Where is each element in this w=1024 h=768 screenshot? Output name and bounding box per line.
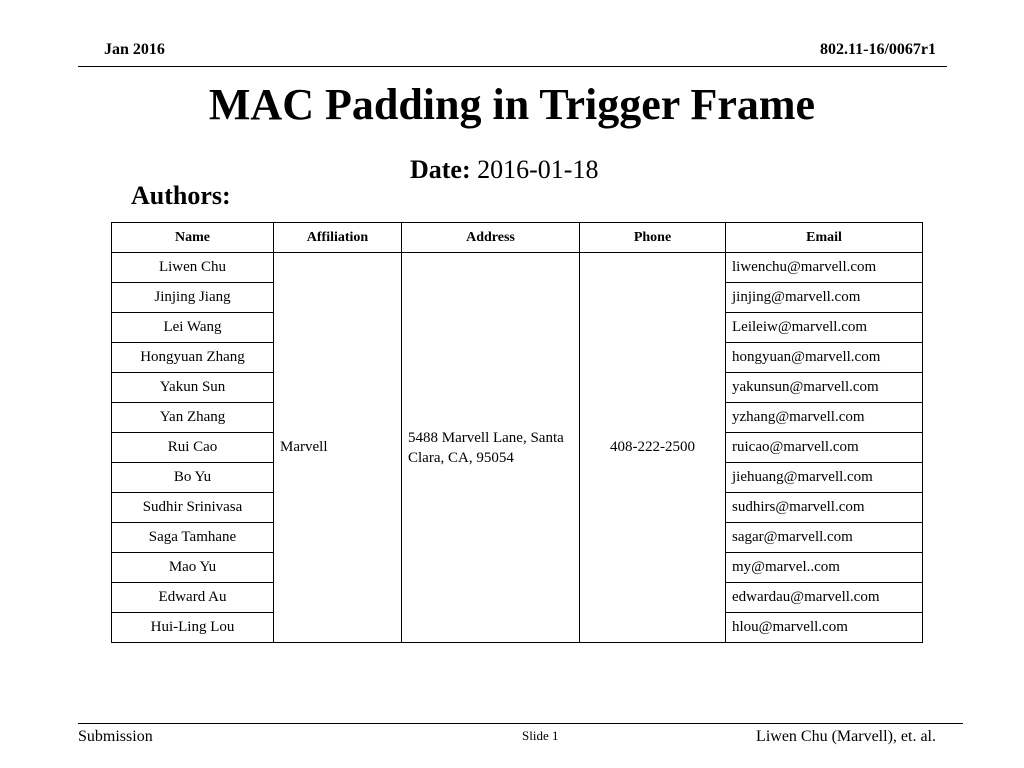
author-email-cell: ruicao@marvell.com (726, 433, 923, 463)
column-header-phone: Phone (580, 223, 726, 253)
author-email-cell: yakunsun@marvell.com (726, 373, 923, 403)
footer-authors: Liwen Chu (Marvell), et. al. (756, 728, 936, 745)
footer-divider (78, 723, 963, 724)
author-email-cell: hongyuan@marvell.com (726, 343, 923, 373)
column-header-name: Name (112, 223, 274, 253)
header-date: Jan 2016 (104, 41, 165, 58)
header-divider (78, 66, 947, 67)
author-email-cell: sagar@marvell.com (726, 523, 923, 553)
author-email-cell: Leileiw@marvell.com (726, 313, 923, 343)
author-email-cell: edwardau@marvell.com (726, 583, 923, 613)
address-cell: 5488 Marvell Lane, Santa Clara, CA, 95054 (402, 253, 580, 643)
author-name-cell: Yakun Sun (112, 373, 274, 403)
author-name-cell: Hongyuan Zhang (112, 343, 274, 373)
author-name-cell: Lei Wang (112, 313, 274, 343)
phone-cell: 408-222-2500 (580, 253, 726, 643)
header-doc-id: 802.11-16/0067r1 (820, 41, 936, 58)
slide-title: MAC Padding in Trigger Frame (208, 80, 816, 129)
table-header-row (112, 223, 923, 253)
author-name-cell: Yan Zhang (112, 403, 274, 433)
author-name-cell: Liwen Chu (112, 253, 274, 283)
affiliation-cell: Marvell (274, 253, 402, 643)
author-email-cell: hlou@marvell.com (726, 613, 923, 643)
author-name-cell: Sudhir Srinivasa (112, 493, 274, 523)
author-email-cell: my@marvel..com (726, 553, 923, 583)
date-line (410, 155, 598, 185)
author-name-cell: Rui Cao (112, 433, 274, 463)
date-label: Date: (410, 155, 471, 184)
author-name-cell: Bo Yu (112, 463, 274, 493)
author-name-cell: Hui-Ling Lou (112, 613, 274, 643)
author-name-cell: Edward Au (112, 583, 274, 613)
footer-submission: Submission (78, 728, 153, 745)
author-email-cell: liwenchu@marvell.com (726, 253, 923, 283)
authors-heading: Authors: (131, 181, 231, 210)
author-email-cell: jinjing@marvell.com (726, 283, 923, 313)
author-name-cell: Mao Yu (112, 553, 274, 583)
date-value: 2016-01-18 (477, 155, 599, 184)
table-row (112, 253, 923, 283)
column-header-email: Email (726, 223, 923, 253)
author-email-cell: sudhirs@marvell.com (726, 493, 923, 523)
slide-number: Slide 1 (522, 728, 559, 743)
authors-table (111, 222, 923, 643)
column-header-address: Address (402, 223, 580, 253)
author-email-cell: jiehuang@marvell.com (726, 463, 923, 493)
author-name-cell: Jinjing Jiang (112, 283, 274, 313)
author-name-cell: Saga Tamhane (112, 523, 274, 553)
column-header-affiliation: Affiliation (274, 223, 402, 253)
author-email-cell: yzhang@marvell.com (726, 403, 923, 433)
